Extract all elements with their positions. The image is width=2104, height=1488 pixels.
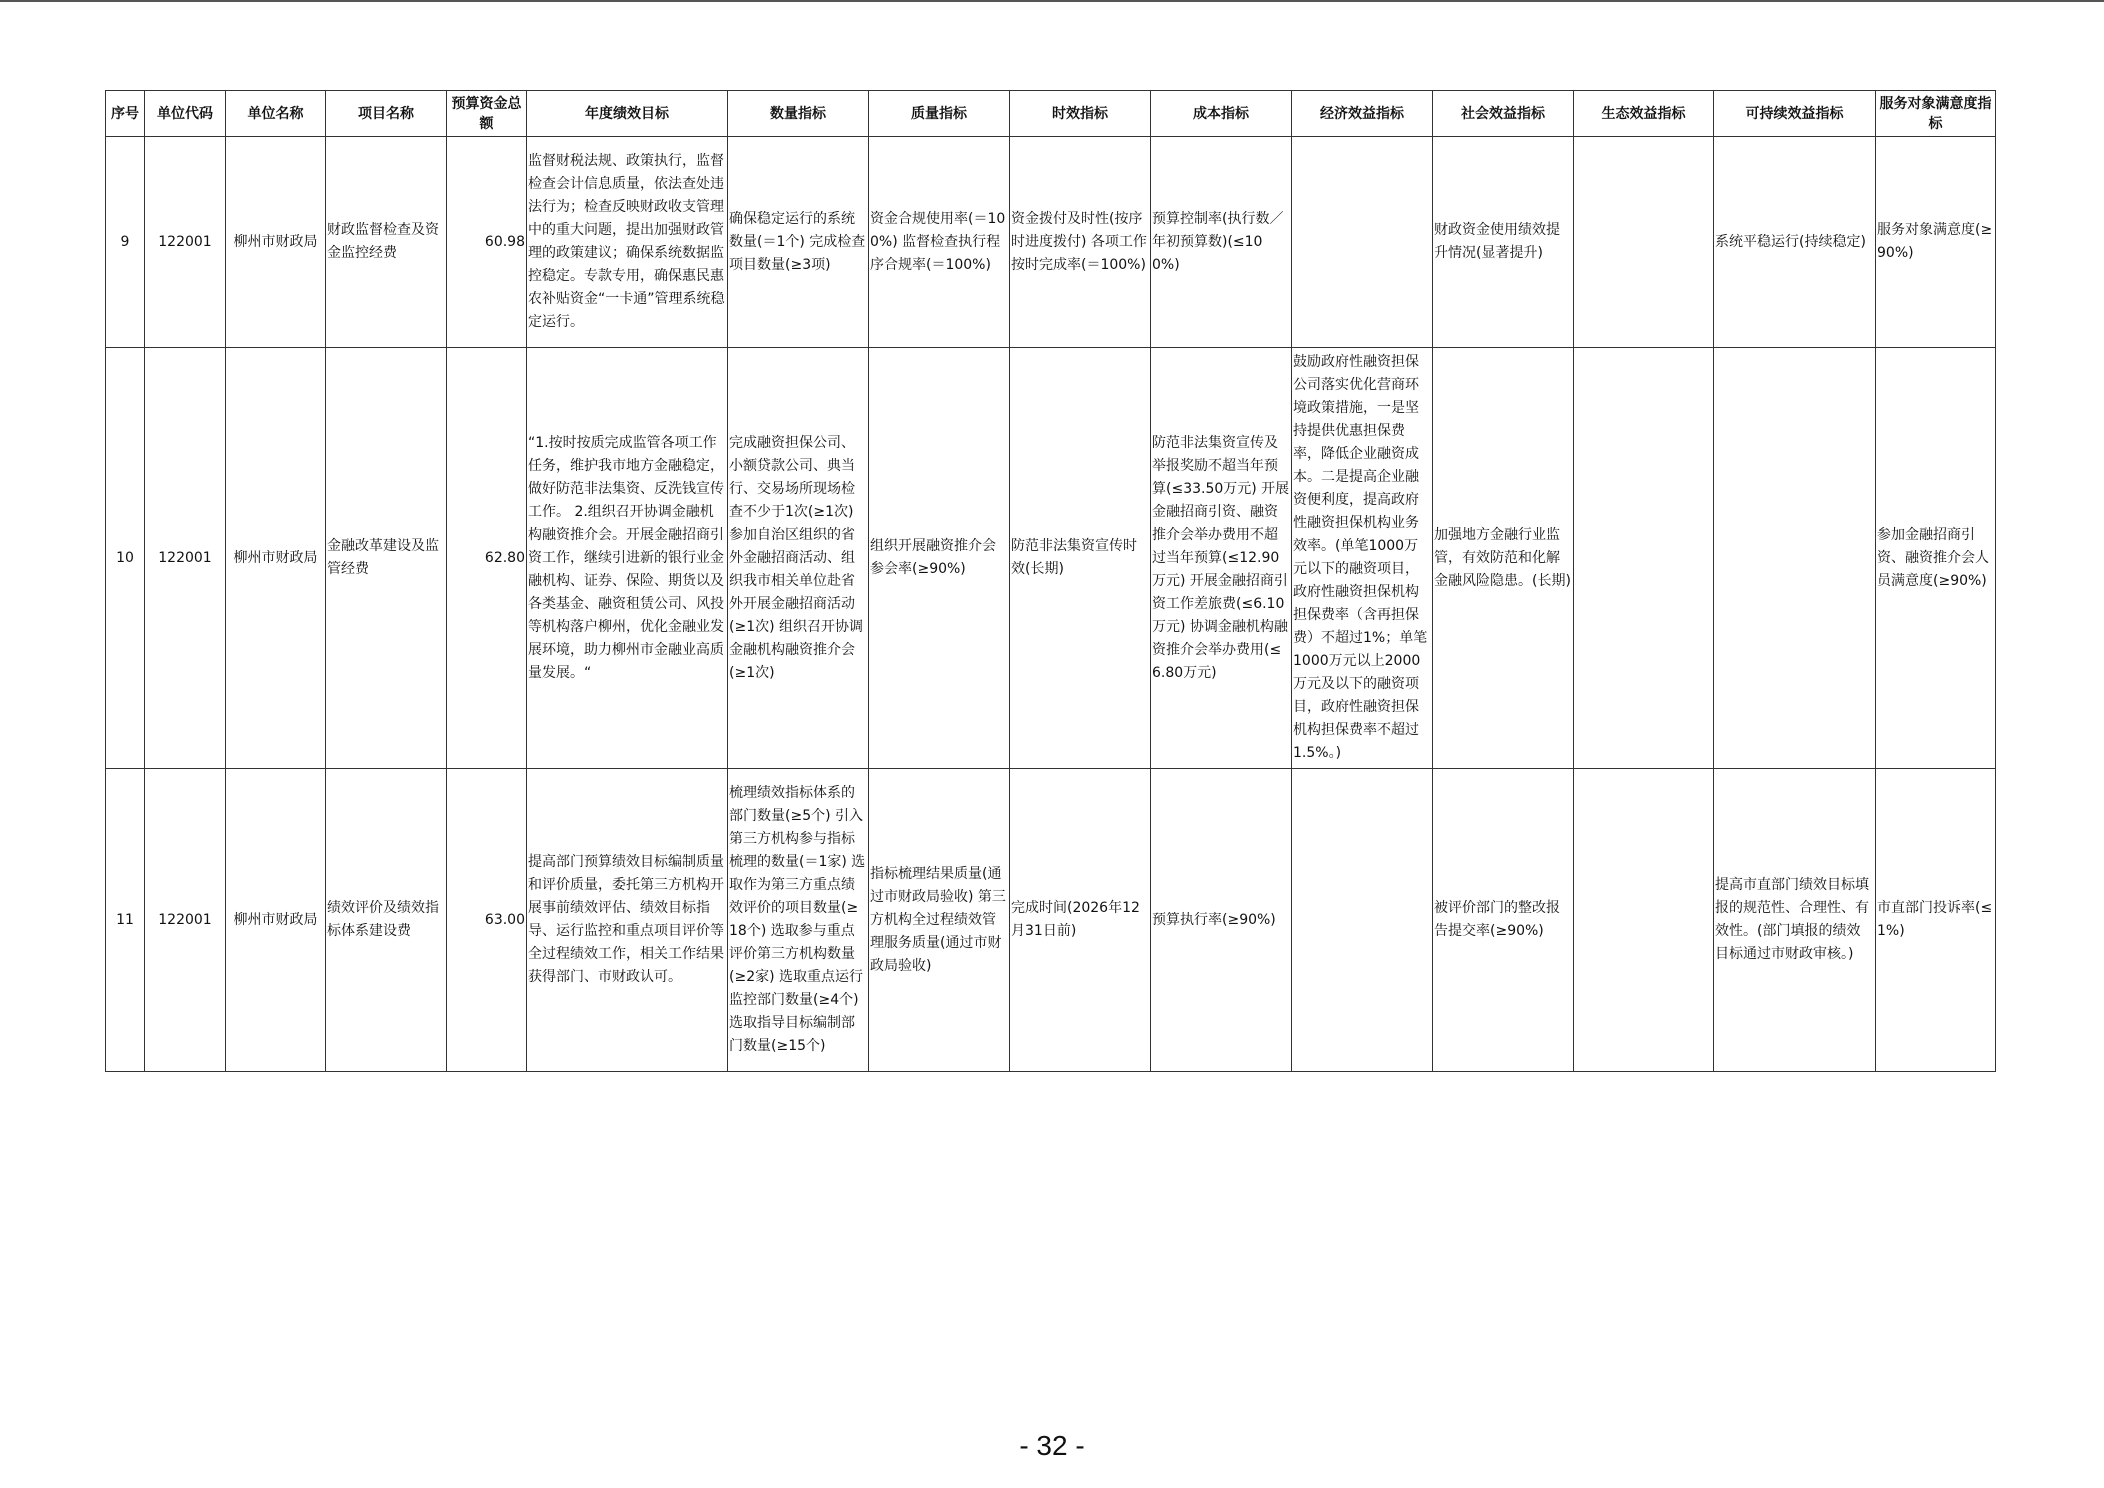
cell-sustainable bbox=[1714, 348, 1876, 769]
cell-budget: 63.00 bbox=[447, 769, 527, 1072]
cell-cost: 预算执行率(≥90%) bbox=[1151, 769, 1292, 1072]
cell-satisfaction: 参加金融招商引资、融资推介会人员满意度(≥90%) bbox=[1876, 348, 1996, 769]
table-row bbox=[106, 769, 1996, 1072]
cell-seq: 9 bbox=[106, 137, 145, 348]
cell-quantity: 确保稳定运行的系统数量(＝1个) 完成检查项目数量(≥3项) bbox=[728, 137, 869, 348]
cell-economic: 鼓励政府性融资担保公司落实优化营商环境政策措施，一是坚持提供优惠担保费率，降低企业融资成本。二是提高企业融资便利度，提高政府性融资担保机构业务效率。(单笔1000万元以下的融资项目，政府性融资担保机构担保费率（含再担保费）不超过1%；单笔1000万元以上2000万元及以下的融资项目，政府性融资担保机构担保费率不超过1.5%。) bbox=[1292, 348, 1433, 769]
cell-project-name: 绩效评价及绩效指标体系建设费 bbox=[326, 769, 447, 1072]
header-ecological: 生态效益指标 bbox=[1574, 91, 1714, 137]
header-annual-goal: 年度绩效目标 bbox=[527, 91, 728, 137]
cell-seq: 11 bbox=[106, 769, 145, 1072]
cell-unit-code: 122001 bbox=[145, 137, 226, 348]
cell-unit-name: 柳州市财政局 bbox=[226, 348, 326, 769]
cell-quantity: 完成融资担保公司、小额贷款公司、典当行、交易场所现场检查不少于1次(≥1次) 参加自治区组织的省外金融招商活动、组织我市相关单位赴省外开展金融招商活动(≥1次) 组织召开协调金融机构融资推介会(≥1次) bbox=[728, 348, 869, 769]
cell-ecological bbox=[1574, 348, 1714, 769]
table-row bbox=[106, 137, 1996, 348]
cell-unit-name: 柳州市财政局 bbox=[226, 769, 326, 1072]
cell-seq: 10 bbox=[106, 348, 145, 769]
cell-ecological bbox=[1574, 137, 1714, 348]
cell-unit-code: 122001 bbox=[145, 348, 226, 769]
cell-quality: 指标梳理结果质量(通过市财政局验收) 第三方机构全过程绩效管理服务质量(通过市财政局验收) bbox=[869, 769, 1010, 1072]
cell-economic bbox=[1292, 769, 1433, 1072]
cell-project-name: 财政监督检查及资金监控经费 bbox=[326, 137, 447, 348]
performance-indicator-table bbox=[105, 90, 1996, 1072]
header-unit-code: 单位代码 bbox=[145, 91, 226, 137]
cell-sustainable: 提高市直部门绩效目标填报的规范性、合理性、有效性。(部门填报的绩效目标通过市财政审核。) bbox=[1714, 769, 1876, 1072]
cell-quality: 组织开展融资推介会参会率(≥90%) bbox=[869, 348, 1010, 769]
cell-economic bbox=[1292, 137, 1433, 348]
cell-sustainable: 系统平稳运行(持续稳定) bbox=[1714, 137, 1876, 348]
cell-social: 被评价部门的整改报告提交率(≥90%) bbox=[1433, 769, 1574, 1072]
cell-budget: 62.80 bbox=[447, 348, 527, 769]
table-row bbox=[106, 348, 1996, 769]
cell-unit-code: 122001 bbox=[145, 769, 226, 1072]
header-economic: 经济效益指标 bbox=[1292, 91, 1433, 137]
cell-cost: 防范非法集资宣传及举报奖励不超当年预算(≤33.50万元) 开展金融招商引资、融资推介会举办费用不超过当年预算(≤12.90万元) 开展金融招商引资工作差旅费(≤6.10万元) 协调金融机构融资推介会举办费用(≤6.80万元) bbox=[1151, 348, 1292, 769]
cell-annual-goal: “1.按时按质完成监管各项工作任务，维护我市地方金融稳定，做好防范非法集资、反洗钱宣传工作。 2.组织召开协调金融机构融资推介会。开展金融招商引资工作，继续引进新的银行业金融机构、证券、保险、期货以及各类基金、融资租赁公司、风投等机构落户柳州，优化金融业发展环境，助力柳州市金融业高质量发展。“ bbox=[527, 348, 728, 769]
cell-annual-goal: 提高部门预算绩效目标编制质量和评价质量，委托第三方机构开展事前绩效评估、绩效目标指导、运行监控和重点项目评价等全过程绩效工作，相关工作结果获得部门、市财政认可。 bbox=[527, 769, 728, 1072]
cell-timeliness: 资金拨付及时性(按序时进度拨付) 各项工作按时完成率(＝100%) bbox=[1010, 137, 1151, 348]
header-quality: 质量指标 bbox=[869, 91, 1010, 137]
header-satisfaction: 服务对象满意度指标 bbox=[1876, 91, 1996, 137]
cell-unit-name: 柳州市财政局 bbox=[226, 137, 326, 348]
header-project-name: 项目名称 bbox=[326, 91, 447, 137]
cell-social: 财政资金使用绩效提升情况(显著提升) bbox=[1433, 137, 1574, 348]
cell-project-name: 金融改革建设及监管经费 bbox=[326, 348, 447, 769]
header-quantity: 数量指标 bbox=[728, 91, 869, 137]
header-cost: 成本指标 bbox=[1151, 91, 1292, 137]
cell-quality: 资金合规使用率(＝100%) 监督检查执行程序合规率(＝100%) bbox=[869, 137, 1010, 348]
cell-social: 加强地方金融行业监管，有效防范和化解金融风险隐患。(长期) bbox=[1433, 348, 1574, 769]
header-timeliness: 时效指标 bbox=[1010, 91, 1151, 137]
cell-timeliness: 防范非法集资宣传时效(长期) bbox=[1010, 348, 1151, 769]
header-budget: 预算资金总额 bbox=[447, 91, 527, 137]
top-border-line bbox=[0, 0, 2104, 2]
header-seq: 序号 bbox=[106, 91, 145, 137]
header-unit-name: 单位名称 bbox=[226, 91, 326, 137]
cell-quantity: 梳理绩效指标体系的部门数量(≥5个) 引入第三方机构参与指标梳理的数量(＝1家) 选取作为第三方重点绩效评价的项目数量(≥18个) 选取参与重点评价第三方机构数量(≥2家) 选取重点运行监控部门数量(≥4个) 选取指导目标编制部门数量(≥15个) bbox=[728, 769, 869, 1072]
header-sustainable: 可持续效益指标 bbox=[1714, 91, 1876, 137]
table-header-row bbox=[106, 91, 1996, 137]
cell-satisfaction: 市直部门投诉率(≤1%) bbox=[1876, 769, 1996, 1072]
cell-annual-goal: 监督财税法规、政策执行，监督检查会计信息质量，依法查处违法行为；检查反映财政收支管理中的重大问题，提出加强财政管理的政策建议；确保系统数据监控稳定。专款专用，确保惠民惠农补贴资金“一卡通”管理系统稳定运行。 bbox=[527, 137, 728, 348]
cell-timeliness: 完成时间(2026年12月31日前) bbox=[1010, 769, 1151, 1072]
cell-budget: 60.98 bbox=[447, 137, 527, 348]
cell-satisfaction: 服务对象满意度(≥90%) bbox=[1876, 137, 1996, 348]
cell-ecological bbox=[1574, 769, 1714, 1072]
cell-cost: 预算控制率(执行数／年初预算数)(≤100%) bbox=[1151, 137, 1292, 348]
page-number: - 32 - bbox=[1019, 1430, 1085, 1461]
header-social: 社会效益指标 bbox=[1433, 91, 1574, 137]
